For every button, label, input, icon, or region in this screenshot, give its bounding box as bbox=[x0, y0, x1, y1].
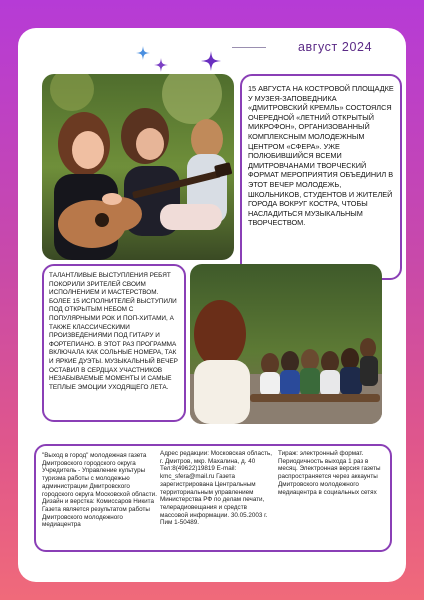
bottom-article-text: ТАЛАНТЛИВЫЕ ВЫСТУПЛЕНИЯ РЕБЯТ ПОКОРИЛИ ЗРИТЕЛЕЙ СВОИМ ИСПОЛНЕНИЕМ И МАСТЕРСТВОМ. БОЛЕЕ 15 ИСПОЛНИТЕЛЕЙ ВЫСТУПИЛИ ПОД ОТКРЫТЫМ НЕБОМ С ПОПУЛЯРНЫМИ РОК И ПОП-ХИТАМИ, А ТАКЖЕ КЛАССИЧЕСКИМИ ПРОИЗВЕДЕНИЯМИ ПОД ГИТАРУ И ФОРТЕПИАНО. В ЭТОТ РАЗ ПРОГРАММА ВКЛЮЧАЛА КАК СОЛЬНЫЕ НОМЕРА, ТАК И ЯРКИЕ ДУЭТЫ. МУЗЫКАЛЬНЫЙ ВЕЧЕР ОСТАВИЛ В СЕРДЦАХ УЧАСТНИКОВ НЕЗАБЫВАЕМЫЕ МОМЕНТЫ И САМЫЕ ТЕПЛЫЕ ЭМОЦИИ УХОДЯЩЕГО ЛЕТА. bbox=[49, 272, 178, 391]
imprint-col-circulation: Тираж: электронный формат. Периодичность выхода 1 раз в месяц. Электронная версия газеты распространяется через аккаунты Дмитровского молодежного медиацентра в социальных сетях bbox=[278, 450, 381, 496]
imprint-col-publisher: "Выход в город" молодежная газета Дмитровского городского округа Учредитель - Управление культуры туризма работы с молодежью администрации Дмитровского городского округа Московской области. Дизайн и верстка: Комиссаров Никита Газета является результатом работы Дмитровского молодежного медиацентра bbox=[42, 452, 157, 529]
header-divider bbox=[232, 47, 266, 48]
audience-photo bbox=[190, 264, 382, 424]
imprint-box bbox=[34, 444, 392, 552]
top-text-box bbox=[240, 74, 402, 280]
guitar-photo bbox=[42, 74, 234, 260]
top-article-text: 15 АВГУСТА НА КОСТРОВОЙ ПЛОЩАДКЕ У МУЗЕЯ-ЗАПОВЕДНИКА «ДМИТРОВСКИЙ КРЕМЛЬ» СОСТОЯЛСЯ ОЧЕРЕДНОЙ «ЛЕТНИЙ ОТКРЫТЫЙ МИКРОФОН», ОРГАНИЗОВАННЫЙ КОМПЛЕКСНЫМ МОЛОДЕЖНЫМ ЦЕНТРОМ «СФЕРА». УЖЕ ПОЛЮБИВШИЙСЯ ВСЕМИ ДМИТРОВЧАНАМИ ТВОРЧЕСКИЙ ФОРМАТ МЕРОПРИЯТИЯ ОБЪЕДИНИЛ В ЭТОТ ВЕЧЕР МОЛОДЕЖЬ, ШКОЛЬНИКОВ, СТУДЕНТОВ И ЖИТЕЛЕЙ ГОРОДА ВОКРУГ КОСТРА, ЧТОБЫ НАСЛАДИТЬСЯ МУЗЫКАЛЬНЫМ ТВОРЧЕСТВОМ. bbox=[248, 84, 394, 228]
sparkle-star-icon bbox=[136, 46, 150, 60]
sparkle-star-icon bbox=[201, 51, 221, 71]
sparkle-star-icon bbox=[154, 58, 168, 72]
bottom-text-box bbox=[42, 264, 186, 422]
newspaper-page bbox=[18, 28, 406, 582]
issue-date: август 2024 bbox=[298, 40, 373, 54]
imprint-col-address: Адрес редакции: Московская область, г. Дмитров, мкр. Махалина, д. 40 Тел:8(49622)19819 E-mail: kmc_sfera@mail.ru Газета зарегистрирована Центральным территориальным управлением Министерства РФ по делам печати, телерадиовещания и средств массовой информации. 30.05.2003 г. Пим 1-50489. bbox=[160, 450, 273, 527]
